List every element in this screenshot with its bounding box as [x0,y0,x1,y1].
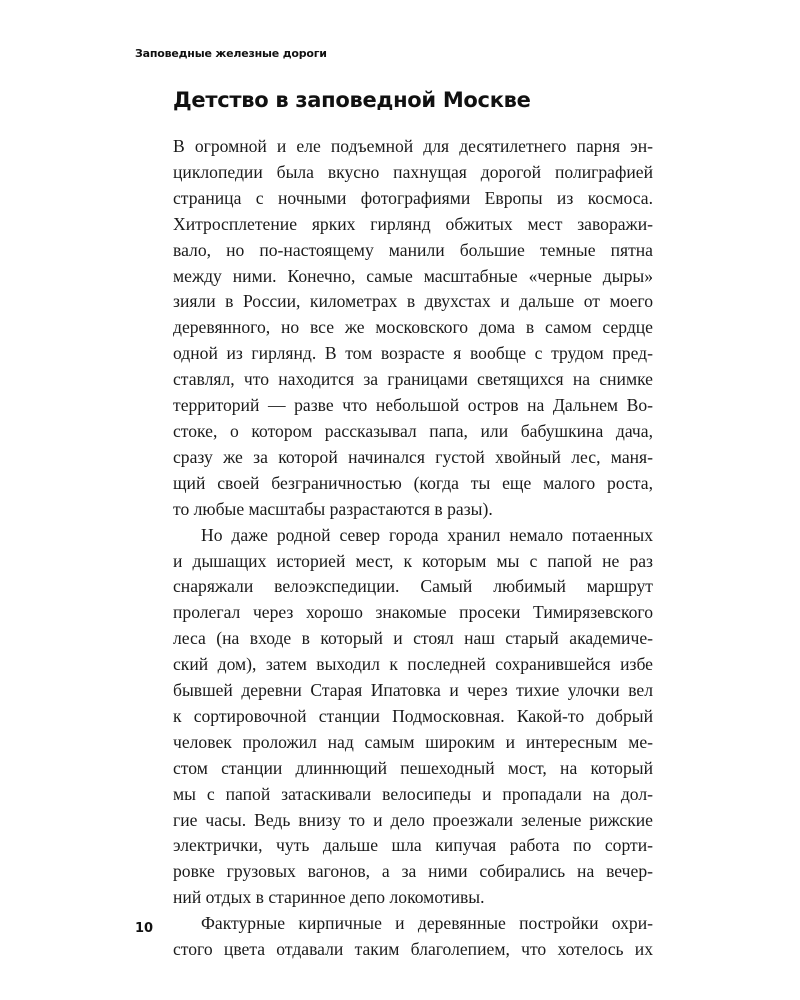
text-line: человек проложил над самым широким и интересным ме- [173,731,653,752]
text-line: зияли в России, километрах в двухстах и дальше от моего [173,291,653,312]
text-line: щий своей безграничностью (когда ты еще малого роста, [173,472,653,493]
text-line: ний отдых в старинное депо локомотивы. [173,887,485,908]
text-line: территорий — разве что небольшой остров на Дальнем Во- [173,395,653,416]
text-line: и дышащих историей мест, к которым мы с папой не раз [173,550,653,571]
text-line: снаряжали велоэкспедиции. Самый любимый маршрут [173,576,653,597]
text-line: Но даже родной север города хранил немало потаенных [201,524,653,545]
text-line: деревянного, но все же московского дома в самом сердце [173,317,653,338]
chapter-title: Детство в заповедной Москве [173,88,531,112]
text-line: ровке грузовых вагонов, а за ними собирались на вечер- [173,861,653,882]
text-line: ставлял, что находится за границами светящихся на снимке [173,369,653,390]
text-line: между ними. Конечно, самые масштабные «черные дыры» [173,265,653,286]
text-line: стого цвета отдавали таким благолепием, что хотелось их [173,939,653,960]
text-line: стоке, о котором рассказывал папа, или бабушкина дача, [173,420,653,441]
text-line: сразу же за которой начинался густой хвойный лес, маня- [173,446,653,467]
text-line: леса (на входе в который и стоял наш старый академиче- [173,628,653,649]
page-number: 10 [135,921,154,936]
text-line: электрички, чуть дальше шла кипучая работа по сорти- [173,835,653,856]
text-line: В огромной и еле подъемной для десятилетнего парня эн- [173,136,653,156]
text-line: пролегал через хорошо знакомые просеки Тимирязевского [173,602,653,623]
text-line: страница с ночными фотографиями Европы из космоса. [173,187,653,208]
text-line: стом станции длиннющий пешеходный мост, на который [173,757,653,778]
text-line: то любые масштабы разрастаются в разы). [173,498,493,519]
text-line: ский дом), затем выходил к последней сохранившейся избе [173,654,653,675]
text-line: Хитросплетение ярких гирлянд обжитых мест заворажи- [173,213,653,234]
text-line: мы с папой затаскивали велосипеды и пропадали на дол- [173,783,653,804]
text-line: бывшей деревни Старая Ипатовка и через тихие улочки вел [173,680,653,701]
text-line: одной из гирлянд. В том возрасте я вообще с трудом пред- [173,343,653,364]
text-line: вало, но по-настоящему манили большие темные пятна [173,239,653,260]
text-line: Фактурные кирпичные и деревянные постройки охри- [201,913,653,934]
running-header: Заповедные железные дороги [135,47,327,60]
text-line: гие часы. Ведь внизу то и дело проезжали зеленые рижские [173,809,653,830]
text-line: к сортировочной станции Подмосковная. Какой-то добрый [173,705,653,726]
text-line: циклопедии была вкусно пахнущая дорогой полиграфией [173,161,653,182]
body-text [173,134,653,963]
